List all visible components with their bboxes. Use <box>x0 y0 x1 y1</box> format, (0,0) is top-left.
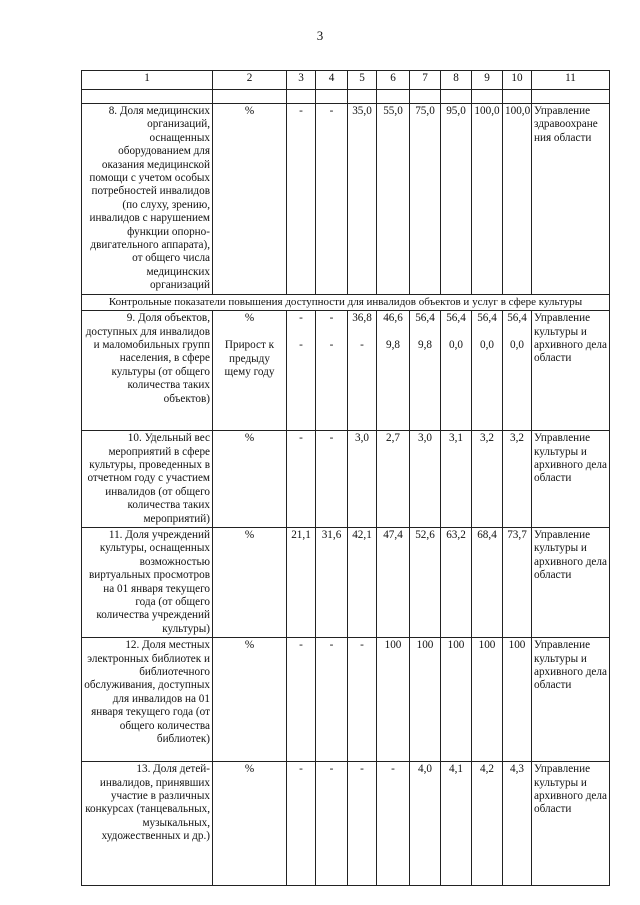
agency-cell: Управление здравоохране ния области <box>532 104 610 295</box>
value-cell: 100 <box>441 638 472 762</box>
value-cell: - - <box>287 311 316 431</box>
value-cell: - <box>287 762 316 886</box>
value-cell: - <box>287 104 316 295</box>
value-cell: 55,0 <box>377 104 410 295</box>
header-cell: 11 <box>532 71 610 90</box>
value-cell: - - <box>316 311 348 431</box>
unit-cell <box>213 311 287 431</box>
value-cell: 3,0 <box>410 431 441 528</box>
value-cell: 56,4 0,0 <box>503 311 532 431</box>
agency-cell: Управление культуры и архивного дела области <box>532 638 610 762</box>
indicator-name: 11. Доля учреждений культуры, оснащенных возможностью виртуальных просмотров на 01 января текущего года (от общего количества учреждений культуры) <box>82 527 213 637</box>
table-row <box>82 762 610 886</box>
value-cell: - <box>316 638 348 762</box>
header-cell: 2 <box>213 71 287 90</box>
header-cell: 6 <box>377 71 410 90</box>
value-cell: 100 <box>503 638 532 762</box>
value-cell: 3,0 <box>348 431 377 528</box>
table-row <box>82 311 610 431</box>
value-cell: - <box>316 104 348 295</box>
spacer-row <box>82 90 610 104</box>
value-cell: - <box>348 638 377 762</box>
header-cell: 8 <box>441 71 472 90</box>
value-cell: - <box>377 762 410 886</box>
unit-cell: % <box>213 638 287 762</box>
value-cell: 36,8 - <box>348 311 377 431</box>
value-cell: 21,1 <box>287 527 316 637</box>
value-cell: 46,6 9,8 <box>377 311 410 431</box>
agency-cell: Управление культуры и архивного дела области <box>532 762 610 886</box>
value-cell: 100 <box>472 638 503 762</box>
value-cell: 100 <box>410 638 441 762</box>
section-header-row <box>82 294 610 310</box>
agency-cell: Управление культуры и архивного дела области <box>532 311 610 431</box>
value-cell: 56,4 0,0 <box>441 311 472 431</box>
header-cell: 1 <box>82 71 213 90</box>
value-cell: 95,0 <box>441 104 472 295</box>
header-cell: 7 <box>410 71 441 90</box>
value-cell: 42,1 <box>348 527 377 637</box>
value-cell: 2,7 <box>377 431 410 528</box>
value-cell: 35,0 <box>348 104 377 295</box>
header-cell: 3 <box>287 71 316 90</box>
indicator-name: 8. Доля медицинских организаций, оснащенных оборудованием для оказания медицинской помощи с учетом особых потребностей инвалидов (по слуху, зрению, инвалидов с нарушением функции опорно-двигательного аппарата), от общего числа медицинских организаций <box>82 104 213 295</box>
unit-cell: % <box>213 527 287 637</box>
agency-cell: Управление культуры и архивного дела области <box>532 527 610 637</box>
table-row <box>82 431 610 528</box>
value-cell: 4,1 <box>441 762 472 886</box>
value-cell: 56,4 0,0 <box>472 311 503 431</box>
value-cell: 3,2 <box>472 431 503 528</box>
value-cell: - <box>316 762 348 886</box>
value-cell: 100 <box>377 638 410 762</box>
value-cell: 47,4 <box>377 527 410 637</box>
value-cell: 100,0 <box>503 104 532 295</box>
indicator-name: 10. Удельный вес мероприятий в сфере культуры, проведенных в отчетном году с участием инвалидов (от общего количества таких мероприятий) <box>82 431 213 528</box>
value-cell: 4,0 <box>410 762 441 886</box>
unit-secondary: Прирост к предыду щему году <box>224 339 275 378</box>
header-cell: 9 <box>472 71 503 90</box>
table-row <box>82 527 610 637</box>
header-cell: 4 <box>316 71 348 90</box>
value-cell: 3,1 <box>441 431 472 528</box>
value-cell: 75,0 <box>410 104 441 295</box>
indicator-name: 13. Доля детей-инвалидов, принявших участие в различных конкурсах (танцевальных, музыкальных, художественных и др.) <box>82 762 213 886</box>
indicator-name: 9. Доля объектов, доступных для инвалидов и маломобильных групп населения, в сфере культуры (от общего количества таких объектов) <box>82 311 213 431</box>
value-cell: - <box>316 431 348 528</box>
unit-primary: % <box>244 312 255 325</box>
section-title: Контрольные показатели повышения доступности для инвалидов объектов и услуг в сфере культуры <box>82 294 610 310</box>
value-cell: 56,4 9,8 <box>410 311 441 431</box>
unit-cell: % <box>213 431 287 528</box>
value-cell: 52,6 <box>410 527 441 637</box>
value-cell: 3,2 <box>503 431 532 528</box>
indicator-name: 12. Доля местных электронных библиотек и библиотечного обслуживания, доступных для инвалидов на 01 января текущего года (от общего количества библиотек) <box>82 638 213 762</box>
value-cell: 31,6 <box>316 527 348 637</box>
value-cell: 68,4 <box>472 527 503 637</box>
agency-cell: Управление культуры и архивного дела области <box>532 431 610 528</box>
value-cell: 63,2 <box>441 527 472 637</box>
value-cell: - <box>348 762 377 886</box>
header-row <box>82 71 610 90</box>
table-row <box>82 104 610 295</box>
header-cell: 5 <box>348 71 377 90</box>
value-cell: - <box>287 638 316 762</box>
value-cell: 73,7 <box>503 527 532 637</box>
unit-cell: % <box>213 762 287 886</box>
value-cell: 4,2 <box>472 762 503 886</box>
value-cell: - <box>287 431 316 528</box>
indicators-table <box>81 70 610 886</box>
page-number: 3 <box>316 28 324 43</box>
value-cell: 100,0 <box>472 104 503 295</box>
unit-cell: % <box>213 104 287 295</box>
value-cell: 4,3 <box>503 762 532 886</box>
header-cell: 10 <box>503 71 532 90</box>
table-row <box>82 638 610 762</box>
